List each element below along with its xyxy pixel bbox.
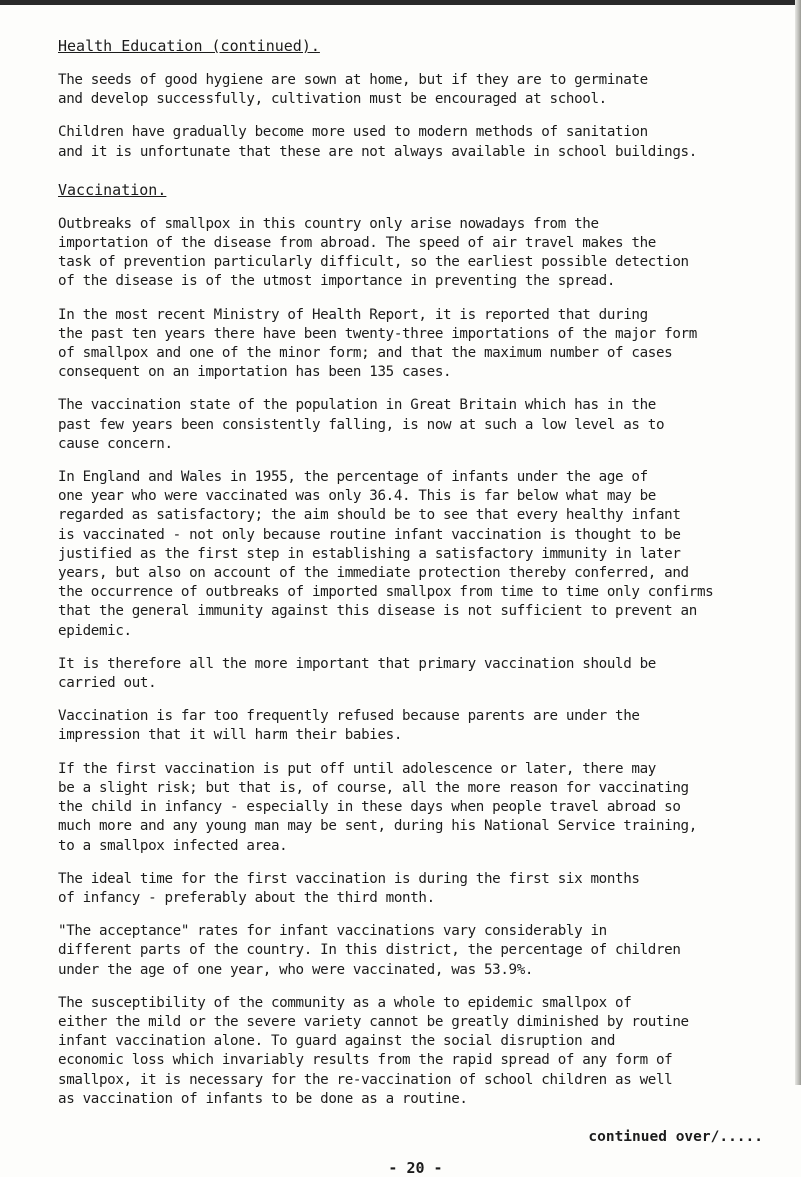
paragraph-ideal-time: The ideal time for the first vaccination is during the first six months of infancy - preferably about the third month. <box>58 870 640 906</box>
continued-note: continued over/..... <box>588 1128 763 1145</box>
paragraph-england-wales: In England and Wales in 1955, the percentage of infants under the age of one year who were vaccinated was only 36.4. This is far below what may be regarded as satisfactory; the aim should be to see that every healthy infant is vaccinated - not only because routine infant vaccination is thought to be justified as the first step in establishing a satisfactory immunity in later years, but also on account of the immediate protection thereby conferred, and the occurrence of outbreaks of imported smallpox from time to time only confirms that the general immunity against this disease is not sufficient to prevent an epidemic. <box>58 469 714 639</box>
paragraph-ministry-report: In the most recent Ministry of Health Report, it is reported that during the past ten years there have been twenty-three importations of the major form of smallpox and one of the minor form; and that the maximum number of cases consequent on an importation has been 135 cases. <box>58 306 697 381</box>
page-number: - 20 - <box>388 1158 443 1177</box>
paragraph-primary-vaccination: It is therefore all the more important that primary vaccination should be carried out. <box>58 655 656 692</box>
paragraph-adolescence: If the first vaccination is put off until adolescence or later, there may be a slight risk; but that is, of course, all the more reason for vaccinating the child in infancy - especially in these days when people travel abroad so much more and any young man may be sent, during his National Service training, to a smallpox infected area. <box>58 760 697 854</box>
document-page <box>58 38 773 1177</box>
paragraph-susceptibility: The susceptibility of the community as a whole to epidemic smallpox of either the mild or the severe variety cannot be greatly diminished by routine infant vaccination alone. To guard against the social disruption and economic loss which invariably results from the rapid spread of any form of smallpox, it is necessary for the re-vaccination of school children as well as vaccination of infants to be done as a routine. <box>58 994 689 1107</box>
paragraph-hygiene: The seeds of good hygiene are sown at home, but if they are to germinate and develop successfully, cultivation must be encouraged at school. <box>58 72 648 108</box>
paragraph-acceptance-rates: "The acceptance" rates for infant vaccinations vary considerably in different parts of the country. In this district, the percentage of children under the age of one year, who were vaccinated, was 53.9%. <box>58 923 681 978</box>
paragraph-sanitation: Children have gradually become more used to modern methods of sanitation and it is unfortunate that these are not always available in school buildings. <box>58 124 697 160</box>
page-right-edge <box>795 0 801 1085</box>
paragraph-refusals: Vaccination is far too frequently refused because parents are under the impression that it will harm their babies. <box>58 708 640 744</box>
section-heading: Health Education (continued). <box>58 37 320 55</box>
paragraph-outbreaks: Outbreaks of smallpox in this country only arise nowadays from the importation of the disease from abroad. The speed of air travel makes the task of prevention particularly difficult, so the earliest possible detection of the disease is of the utmost importance in preventing the spread. <box>58 215 689 290</box>
vaccination-heading: Vaccination. <box>58 180 167 199</box>
page-top-edge <box>0 0 801 5</box>
paragraph-vaccination-state: The vaccination state of the population in Great Britain which has in the past few years been consistently falling, is now at such a low level as to cause concern. <box>58 397 665 452</box>
